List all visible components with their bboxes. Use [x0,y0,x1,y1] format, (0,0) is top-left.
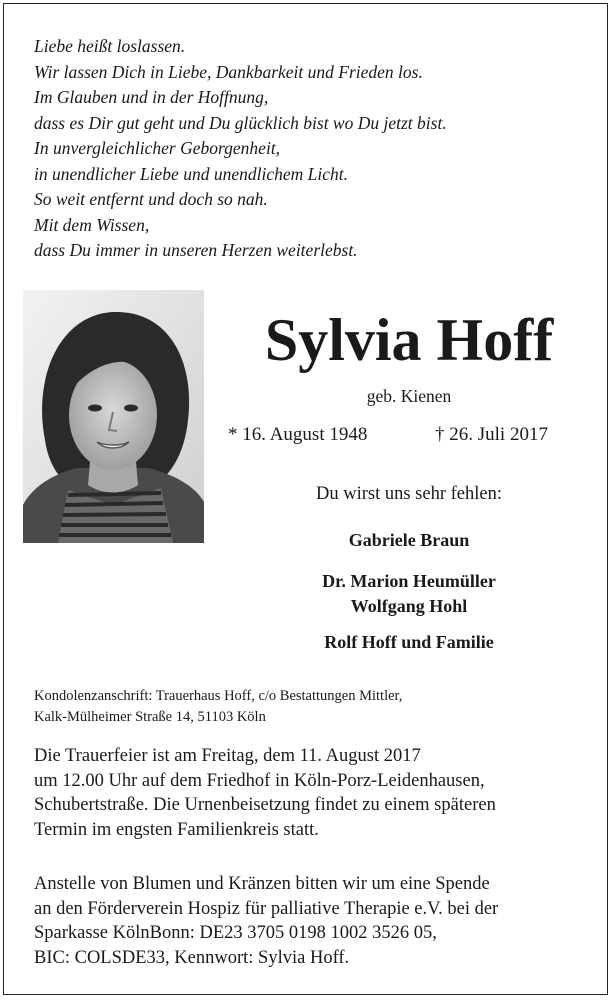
mourner-name: Rolf Hoff und Familie [324,632,494,652]
poem-line: Liebe heißt loslassen. [34,36,186,56]
poem-line: Wir lassen Dich in Liebe, Dankbarkeit und Frieden los. [34,61,423,82]
condolence-address [34,686,402,728]
poem-line: Mit dem Wissen, [34,214,150,235]
death-date: † 26. Juli 2017 [435,424,548,445]
funeral-line: um 12.00 Uhr auf dem Friedhof in Köln-Porz-Leidenhausen, [34,770,485,791]
condolence-line: Kondolenzanschrift: Trauerhaus Hoff, c/o Bestattungen Mittler, [34,688,403,704]
maiden-name: geb. Kienen [366,386,452,406]
obituary-notice [3,3,608,995]
mourner-group [224,528,594,553]
donation-line: Sparkasse KölnBonn: DE23 3705 0198 1002 3526 05, [34,923,437,943]
donation-line: BIC: COLSDE33, Kennwort: Sylvia Hoff. [34,947,350,968]
poem-line: dass Du immer in unseren Herzen weiterlebst. [34,240,358,260]
deceased-name: Sylvia Hoff [264,307,554,373]
poem-line: In unvergleichlicher Geborgenheit, [34,138,281,158]
funeral-line: Schubertstraße. Die Urnenbeisetzung findet zu einem späteren [34,795,496,815]
mourner-group [224,630,594,655]
donation-line: an den Förderverein Hospiz für palliative Therapie e.V. bei der [34,898,499,919]
poem-line: dass es Dir gut geht und Du glücklich bist wo Du jetzt bist. [34,112,447,133]
mourner-name: Gabriele Braun [348,530,470,550]
poem-line: in unendlicher Liebe und unendlichem Licht. [34,163,348,184]
poem-line: So weit entfernt und doch so nah. [34,189,268,209]
portrait-photo [23,290,204,543]
condolence-line: Kalk-Mülheimer Straße 14, 51103 Köln [34,709,266,725]
farewell-line: Du wirst uns sehr fehlen: [316,484,502,504]
funeral-line: Die Trauerfeier ist am Freitag, dem 11. August 2017 [34,746,421,766]
portrait-image [23,290,204,543]
poem-line: Im Glauben und in der Hoffnung, [34,87,269,107]
birth-date: * 16. August 1948 [228,424,368,445]
funeral-line: Termin im engsten Familienkreis statt. [34,819,319,840]
donation-info [34,872,498,970]
mourner-group [224,569,594,619]
mourner-name: Dr. Marion Heumüller [322,571,496,591]
donation-line: Anstelle von Blumen und Kränzen bitten wir um eine Spende [34,874,490,894]
mourner-name: Wolfgang Hohl [350,596,468,616]
funeral-info [34,744,496,842]
poem [34,34,447,264]
